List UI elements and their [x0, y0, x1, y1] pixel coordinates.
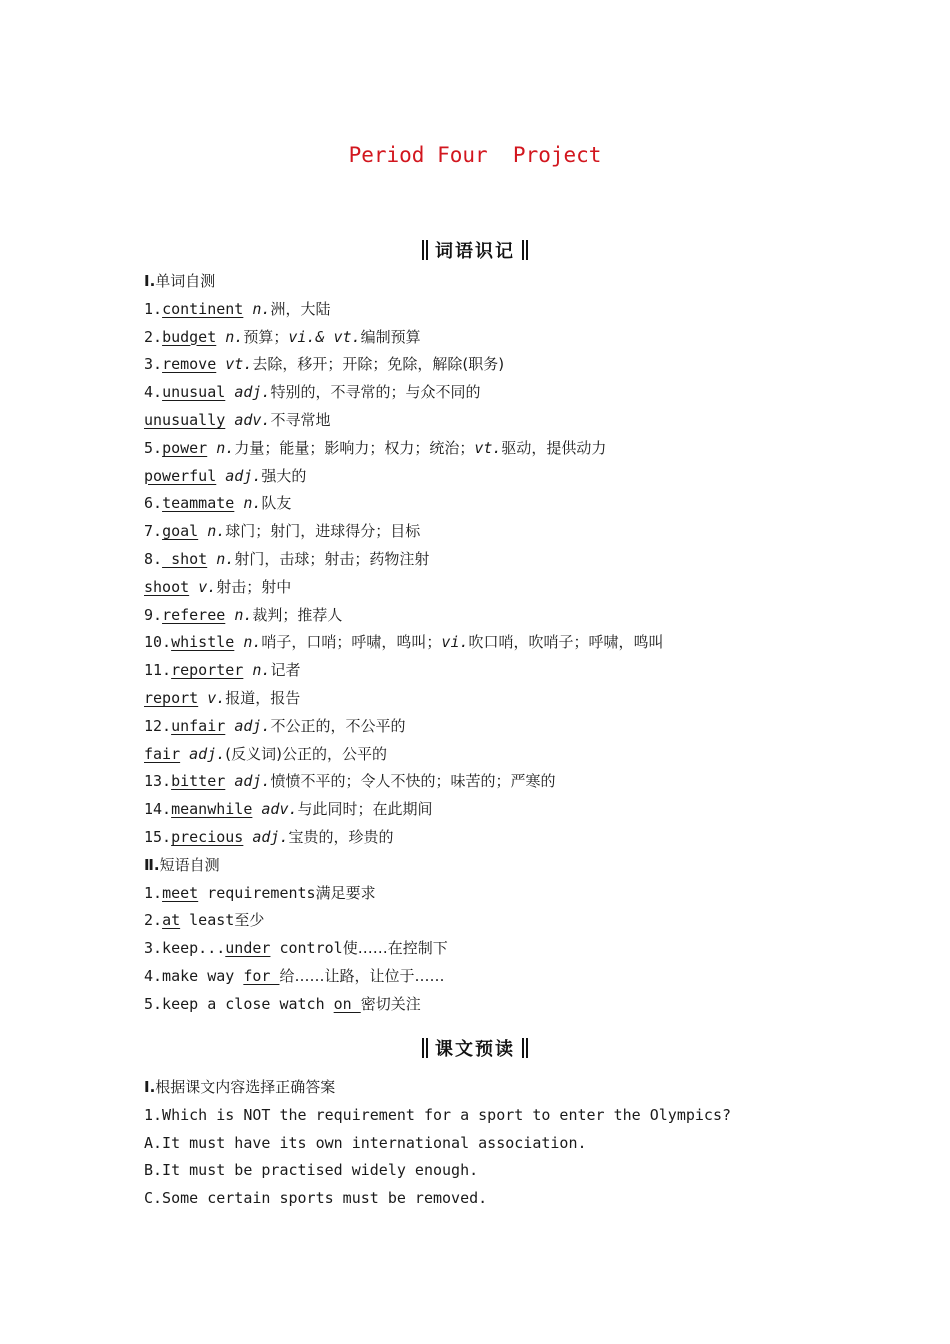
heading-bar-right: [526, 240, 528, 260]
phrase-item: 1.meet requirements满足要求: [144, 883, 376, 902]
word-item: 9.referee n.裁判；推荐人: [144, 605, 343, 624]
word-item: 6.teammate n.队友: [144, 494, 292, 513]
part-heading-reading: Ⅰ.根据课文内容选择正确答案: [144, 1078, 336, 1096]
word-item: powerful adj.强大的: [144, 466, 307, 485]
section-heading-vocabulary: 词语识记: [0, 237, 950, 263]
question-stem: 1.Which is NOT the requirement for a sport to enter the Olympics?: [144, 1105, 731, 1124]
phrase-item: 5.keep a close watch on 密切关注: [144, 994, 421, 1013]
word-item: report v.报道，报告: [144, 688, 301, 707]
phrase-item: 3.keep...under control使……在控制下: [144, 939, 448, 958]
word-item: 14.meanwhile adv.与此同时；在此期间: [144, 800, 433, 819]
phrase-item: 4.make way for 给……让路，让位于……: [144, 966, 445, 985]
reading-content: [144, 1074, 844, 1213]
vocabulary-content: [144, 268, 844, 1019]
word-item: unusually adv.不寻常地: [144, 410, 331, 429]
section-heading-reading: 课文预读: [0, 1035, 950, 1061]
word-item: 7.goal n.球门；射门，进球得分；目标: [144, 522, 421, 541]
word-item: 3.remove vt.去除，移开；开除；免除，解除(职务): [144, 355, 505, 374]
word-item: 15.precious adj.宝贵的，珍贵的: [144, 827, 394, 846]
part-heading-phrases: Ⅱ.短语自测: [144, 855, 220, 874]
option-a: A.It must have its own international association.: [144, 1133, 587, 1152]
word-item: 13.bitter adj.愤愤不平的；令人不快的；味苦的；严寒的: [144, 772, 556, 791]
heading-bar-left: [422, 1038, 424, 1058]
heading-bar-right: [526, 1038, 528, 1058]
phrase-list: [144, 880, 844, 1019]
option-c: C.Some certain sports must be removed.: [144, 1189, 488, 1208]
word-item: 2.budget n.预算；vi.& vt.编制预算: [144, 327, 421, 346]
part-heading-words: Ⅰ.单词自测: [144, 272, 216, 290]
page-title: Period Four Project: [348, 143, 602, 167]
word-item: 12.unfair adj.不公正的，不公平的: [144, 716, 406, 735]
word-item: fair adj.(反义词)公正的，公平的: [144, 744, 387, 763]
word-item: 8. shot n.射门，击球；射击；药物注射: [144, 549, 430, 568]
word-item: 1.continent n.洲，大陆: [144, 299, 331, 318]
option-b: B.It must be practised widely enough.: [144, 1161, 479, 1180]
word-item: 10.whistle n.哨子，口哨；呼啸，鸣叫；vi.吹口哨，吹哨子；呼啸，鸣叫: [144, 633, 664, 652]
word-list: [144, 296, 844, 852]
heading-bar-left: [422, 240, 424, 260]
word-item: shoot v.射击；射中: [144, 577, 292, 596]
word-item: 4.unusual adj.特别的，不寻常的；与众不同的: [144, 383, 481, 402]
word-item: 11.reporter n.记者: [144, 661, 301, 680]
word-item: 5.power n.力量；能量；影响力；权力；统治；vt.驱动，提供动力: [144, 438, 607, 457]
phrase-item: 2.at least至少: [144, 911, 265, 930]
